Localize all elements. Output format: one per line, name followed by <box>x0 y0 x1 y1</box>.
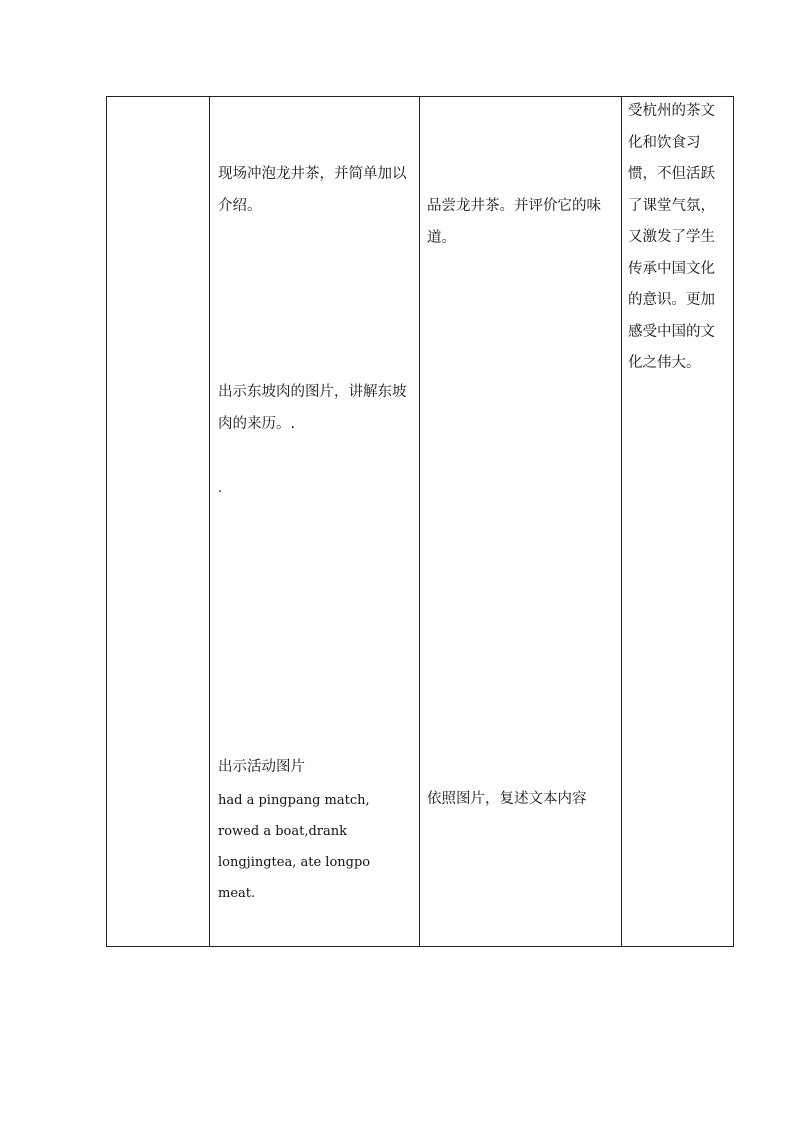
activity-line: had a pingpang match, <box>218 793 370 808</box>
dongpo-explanation-text: 出示东坡肉的图片，讲解东坡肉的来历。. <box>218 384 407 432</box>
student-activity-column <box>420 97 622 946</box>
tea-tasting-text: 品尝龙井茶。并评价它的味道。 <box>427 198 601 246</box>
activity-title: 出示活动图片 <box>218 759 305 775</box>
activity-line: meat. <box>218 886 256 901</box>
lesson-table <box>106 96 734 947</box>
stray-dot: . <box>218 481 223 496</box>
retell-text: 依照图片，复述文本内容 <box>427 791 587 807</box>
activity-list <box>218 785 414 909</box>
purpose-text: 受杭州的茶文化和饮食习惯，不但活跃了课堂气氛，又激发了学生传承中国文化的意识。更加感受中国的文化之伟大。 <box>628 103 715 371</box>
teacher-activity-column <box>210 97 420 946</box>
table-column-1 <box>107 97 210 946</box>
tea-introduction-text: 现场冲泡龙井茶，并简单加以介绍。 <box>218 166 407 214</box>
activity-line: rowed a boat,drank <box>218 824 347 839</box>
activity-line: longjingtea, ate longpo <box>218 855 371 870</box>
purpose-column <box>622 97 733 946</box>
